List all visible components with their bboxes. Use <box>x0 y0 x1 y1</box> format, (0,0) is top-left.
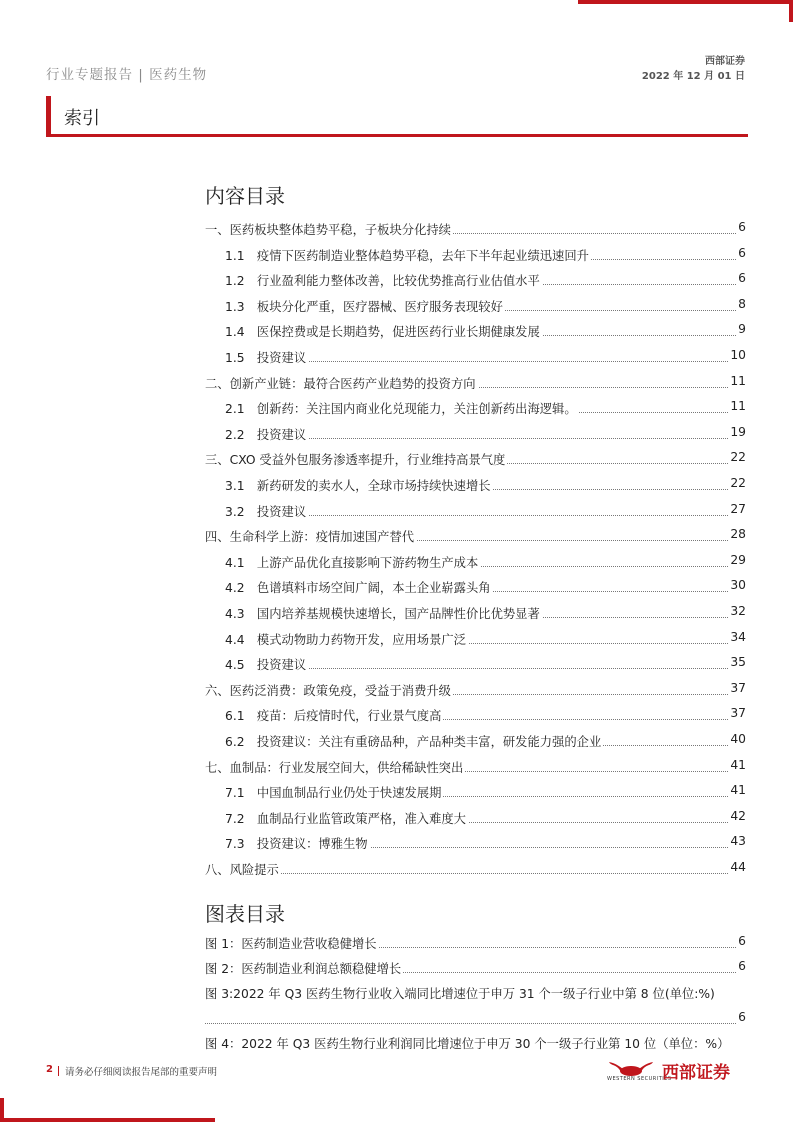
toc-entry-page: 22 <box>730 476 746 490</box>
toc-entry-page: 42 <box>730 808 746 823</box>
toc-entry-text: 中国血制品行业仍处于快速发展期 <box>256 786 442 801</box>
toc-entry-page: 6 <box>738 220 746 234</box>
toc-entry-text: 板块分化严重，医疗器械、医疗服务表现较好 <box>256 299 503 314</box>
figure-entry[interactable] <box>205 934 746 954</box>
toc-subsection-entry[interactable] <box>205 630 746 650</box>
toc-subsection-entry[interactable] <box>205 732 746 752</box>
toc-entry-number: 7.3 <box>225 837 245 852</box>
toc-entry-page: 6 <box>738 271 746 286</box>
toc-entry-page: 9 <box>738 322 746 337</box>
toc-subsection-entry[interactable] <box>205 783 746 803</box>
toc-entry-number: 4.2 <box>225 581 245 596</box>
toc-entry-number: 三、 <box>205 453 230 468</box>
toc-entry-number: 1.2 <box>225 274 245 289</box>
toc-section-entry[interactable] <box>205 527 746 547</box>
toc-entry-text: 投资建议 <box>256 504 307 519</box>
toc-entry-text: 投资建议：关注有重磅品种，产品种类丰富，研发能力强的企业 <box>256 735 602 749</box>
toc-entry-number: 2.2 <box>225 427 245 442</box>
toc-section-entry[interactable] <box>205 758 746 778</box>
toc-entry-text: 创新药：关注国内商业化兑现能力，关注创新药出海逻辑。 <box>256 402 577 417</box>
toc-entry-number: 2.1 <box>225 402 245 417</box>
toc-entry-page: 30 <box>730 578 746 593</box>
toc-subsection-entry[interactable] <box>205 271 746 291</box>
toc-entry-text: 血制品行业监管政策严格，准入难度大 <box>256 811 466 826</box>
toc-entry-page: 40 <box>730 732 746 746</box>
toc-entry-page: 8 <box>738 296 746 311</box>
figure-entry[interactable] <box>205 1034 746 1054</box>
toc-entry-text: 血制品：行业发展空间大，供给稀缺性突出 <box>229 760 464 775</box>
toc-entry-page: 41 <box>730 783 746 798</box>
report-date: 2022 年 12 月 01 日 <box>641 71 745 82</box>
toc-entry-page: 37 <box>730 680 746 695</box>
toc-entry-page: 22 <box>730 450 746 465</box>
figure-entry-text: 图 4：2022 年 Q3 医药生物行业利润同比增速位于申万 30 个一级子行业第 10 位（单位：%） <box>205 1034 731 1052</box>
toc-entry-text: 生命科学上游：疫情加速国产替代 <box>229 530 415 545</box>
toc-entry-number: 7.2 <box>225 811 245 826</box>
logo-english-text: WESTERN SECURITIES <box>607 1076 672 1082</box>
toc-entry-text: 国内培养基规模快速增长，国产品牌性价比优势显著 <box>256 607 540 621</box>
toc-section-entry[interactable] <box>205 220 746 240</box>
toc-section-entry[interactable] <box>205 450 746 470</box>
toc-entry-number: 一、 <box>205 223 230 237</box>
toc-entry-page: 32 <box>730 604 746 618</box>
top-accent-corner <box>789 0 793 22</box>
toc-entry-number: 1.1 <box>225 248 245 263</box>
toc-entry-number: 六、 <box>205 683 230 698</box>
toc-entry-text: 医药泛消费：政策免疫，受益于消费升级 <box>229 683 451 698</box>
figure-entry-text: 图 1：医药制造业营收稳健增长 <box>205 934 379 952</box>
toc-entry-page: 29 <box>730 552 746 567</box>
toc-subsection-entry[interactable] <box>205 578 746 598</box>
figure-entry[interactable] <box>205 959 746 979</box>
toc-entry-text: 疫苗：后疫情时代，行业景气度高 <box>256 709 442 724</box>
report-category: 行业专题报告 | 医药生物 <box>46 67 208 83</box>
toc-subsection-entry[interactable] <box>205 706 746 726</box>
toc-subsection-entry[interactable] <box>205 246 746 266</box>
section-marker <box>46 96 51 134</box>
figure-entry-text: 图 3:2022 年 Q3 医药生物行业收入端同比增速位于申万 31 个一级子行业中第 8 位(单位:%) <box>205 984 717 1002</box>
figure-list <box>205 934 746 1054</box>
toc-entry-number: 4.4 <box>225 632 245 647</box>
toc-entry-text: 医药板块整体趋势平稳，子板块分化持续 <box>229 223 451 237</box>
toc-subsection-entry[interactable] <box>205 655 746 675</box>
figure-entry-page: 6 <box>738 934 746 948</box>
toc-entry-page: 11 <box>730 373 746 388</box>
figure-list-title: 图表目录 <box>205 902 285 926</box>
toc-entry-text: 投资建议 <box>256 658 307 673</box>
logo-chinese-text: 西部证券 <box>662 1063 730 1083</box>
toc-entry-page: 6 <box>738 245 746 260</box>
toc-entry-page: 35 <box>730 655 746 670</box>
toc-entry-page: 44 <box>730 860 746 874</box>
toc-entry-text: CXO 受益外包服务渗透率提升，行业维持高景气度 <box>229 453 506 468</box>
toc-subsection-entry[interactable] <box>205 553 746 573</box>
toc-entry-text: 色谱填料市场空间广阔，本土企业崭露头角 <box>256 581 491 596</box>
toc-entry-number: 6.1 <box>225 709 245 724</box>
toc-entry-text: 行业盈利能力整体改善，比较优势推高行业估值水平 <box>256 274 540 289</box>
toc-entry-page: 10 <box>730 348 746 362</box>
toc-subsection-entry[interactable] <box>205 834 746 854</box>
toc-subsection-entry[interactable] <box>205 502 746 522</box>
toc-entry-page: 27 <box>730 501 746 516</box>
toc-entry-page: 34 <box>730 629 746 644</box>
section-divider <box>46 134 748 137</box>
toc-subsection-entry[interactable] <box>205 322 746 342</box>
toc-entry-number: 四、 <box>205 530 230 545</box>
toc-subsection-entry[interactable] <box>205 604 746 624</box>
footer-separator <box>58 1066 59 1076</box>
toc-entry-number: 7.1 <box>225 786 245 801</box>
toc-entry-number: 1.3 <box>225 299 245 314</box>
toc-entry-text: 投资建议：博雅生物 <box>256 837 368 852</box>
toc-entry-text: 医保控费或是长期趋势，促进医药行业长期健康发展 <box>256 325 540 340</box>
figure-entry-page: 6 <box>738 959 746 973</box>
toc-entry-number: 1.4 <box>225 325 245 340</box>
toc-entry-page: 41 <box>730 757 746 772</box>
toc-entry-number: 3.2 <box>225 504 245 519</box>
toc-subsection-entry[interactable] <box>205 348 746 368</box>
toc-entry-text: 投资建议 <box>256 351 307 365</box>
toc-entry-text: 上游产品优化直接影响下游药物生产成本 <box>256 555 479 570</box>
toc-entry-page: 43 <box>730 834 746 849</box>
section-title: 索引 <box>64 108 100 129</box>
toc-entry-number: 八、 <box>205 863 230 877</box>
figure-entry-text: 图 2：医药制造业利润总额稳健增长 <box>205 959 403 977</box>
toc-entry-number: 1.5 <box>225 351 245 365</box>
toc-section-entry[interactable] <box>205 860 746 880</box>
toc-entry-text: 疫情下医药制造业整体趋势平稳，去年下半年起业绩迅速回升 <box>256 248 589 263</box>
toc-entry-number: 4.1 <box>225 555 245 570</box>
toc-entry-text: 模式动物助力药物开发，应用场景广泛 <box>256 632 466 647</box>
toc-section-entry[interactable] <box>205 374 746 394</box>
toc-entry-text: 投资建议 <box>256 427 307 442</box>
toc-entry-number: 3.1 <box>225 479 245 493</box>
toc-subsection-entry[interactable] <box>205 809 746 829</box>
figure-entry[interactable] <box>205 984 746 1024</box>
toc-subsection-entry[interactable] <box>205 399 746 419</box>
page-number: 2 <box>46 1064 53 1075</box>
figure-entry-page: 6 <box>738 1010 746 1024</box>
toc-section-entry[interactable] <box>205 681 746 701</box>
toc-entry-number: 6.2 <box>225 735 245 749</box>
toc-entry-number: 七、 <box>205 760 230 775</box>
toc-entry-number: 二、 <box>205 376 230 391</box>
top-accent-bar <box>578 0 793 4</box>
toc-entry-page: 37 <box>730 706 746 721</box>
toc-entry-number: 4.3 <box>225 607 245 621</box>
toc-entry-text: 创新产业链：最符合医药产业趋势的投资方向 <box>229 376 476 391</box>
toc-entry-number: 4.5 <box>225 658 245 673</box>
toc-entry-page: 28 <box>730 527 746 542</box>
bottom-accent-bar <box>0 1118 215 1122</box>
footer-disclaimer: 请务必仔细阅读报告尾部的重要声明 <box>65 1067 218 1078</box>
toc-entry-text: 风险提示 <box>229 863 279 877</box>
header-brand: 西部证券 <box>705 56 745 67</box>
toc-subsection-entry[interactable] <box>205 297 746 317</box>
toc-entry-page: 11 <box>730 399 746 414</box>
toc-subsection-entry[interactable] <box>205 425 746 445</box>
toc-title: 内容目录 <box>205 184 285 208</box>
toc-subsection-entry[interactable] <box>205 476 746 496</box>
toc-entry-page: 19 <box>730 424 746 439</box>
toc-entry-text: 新药研发的卖水人，全球市场持续快速增长 <box>256 479 491 493</box>
